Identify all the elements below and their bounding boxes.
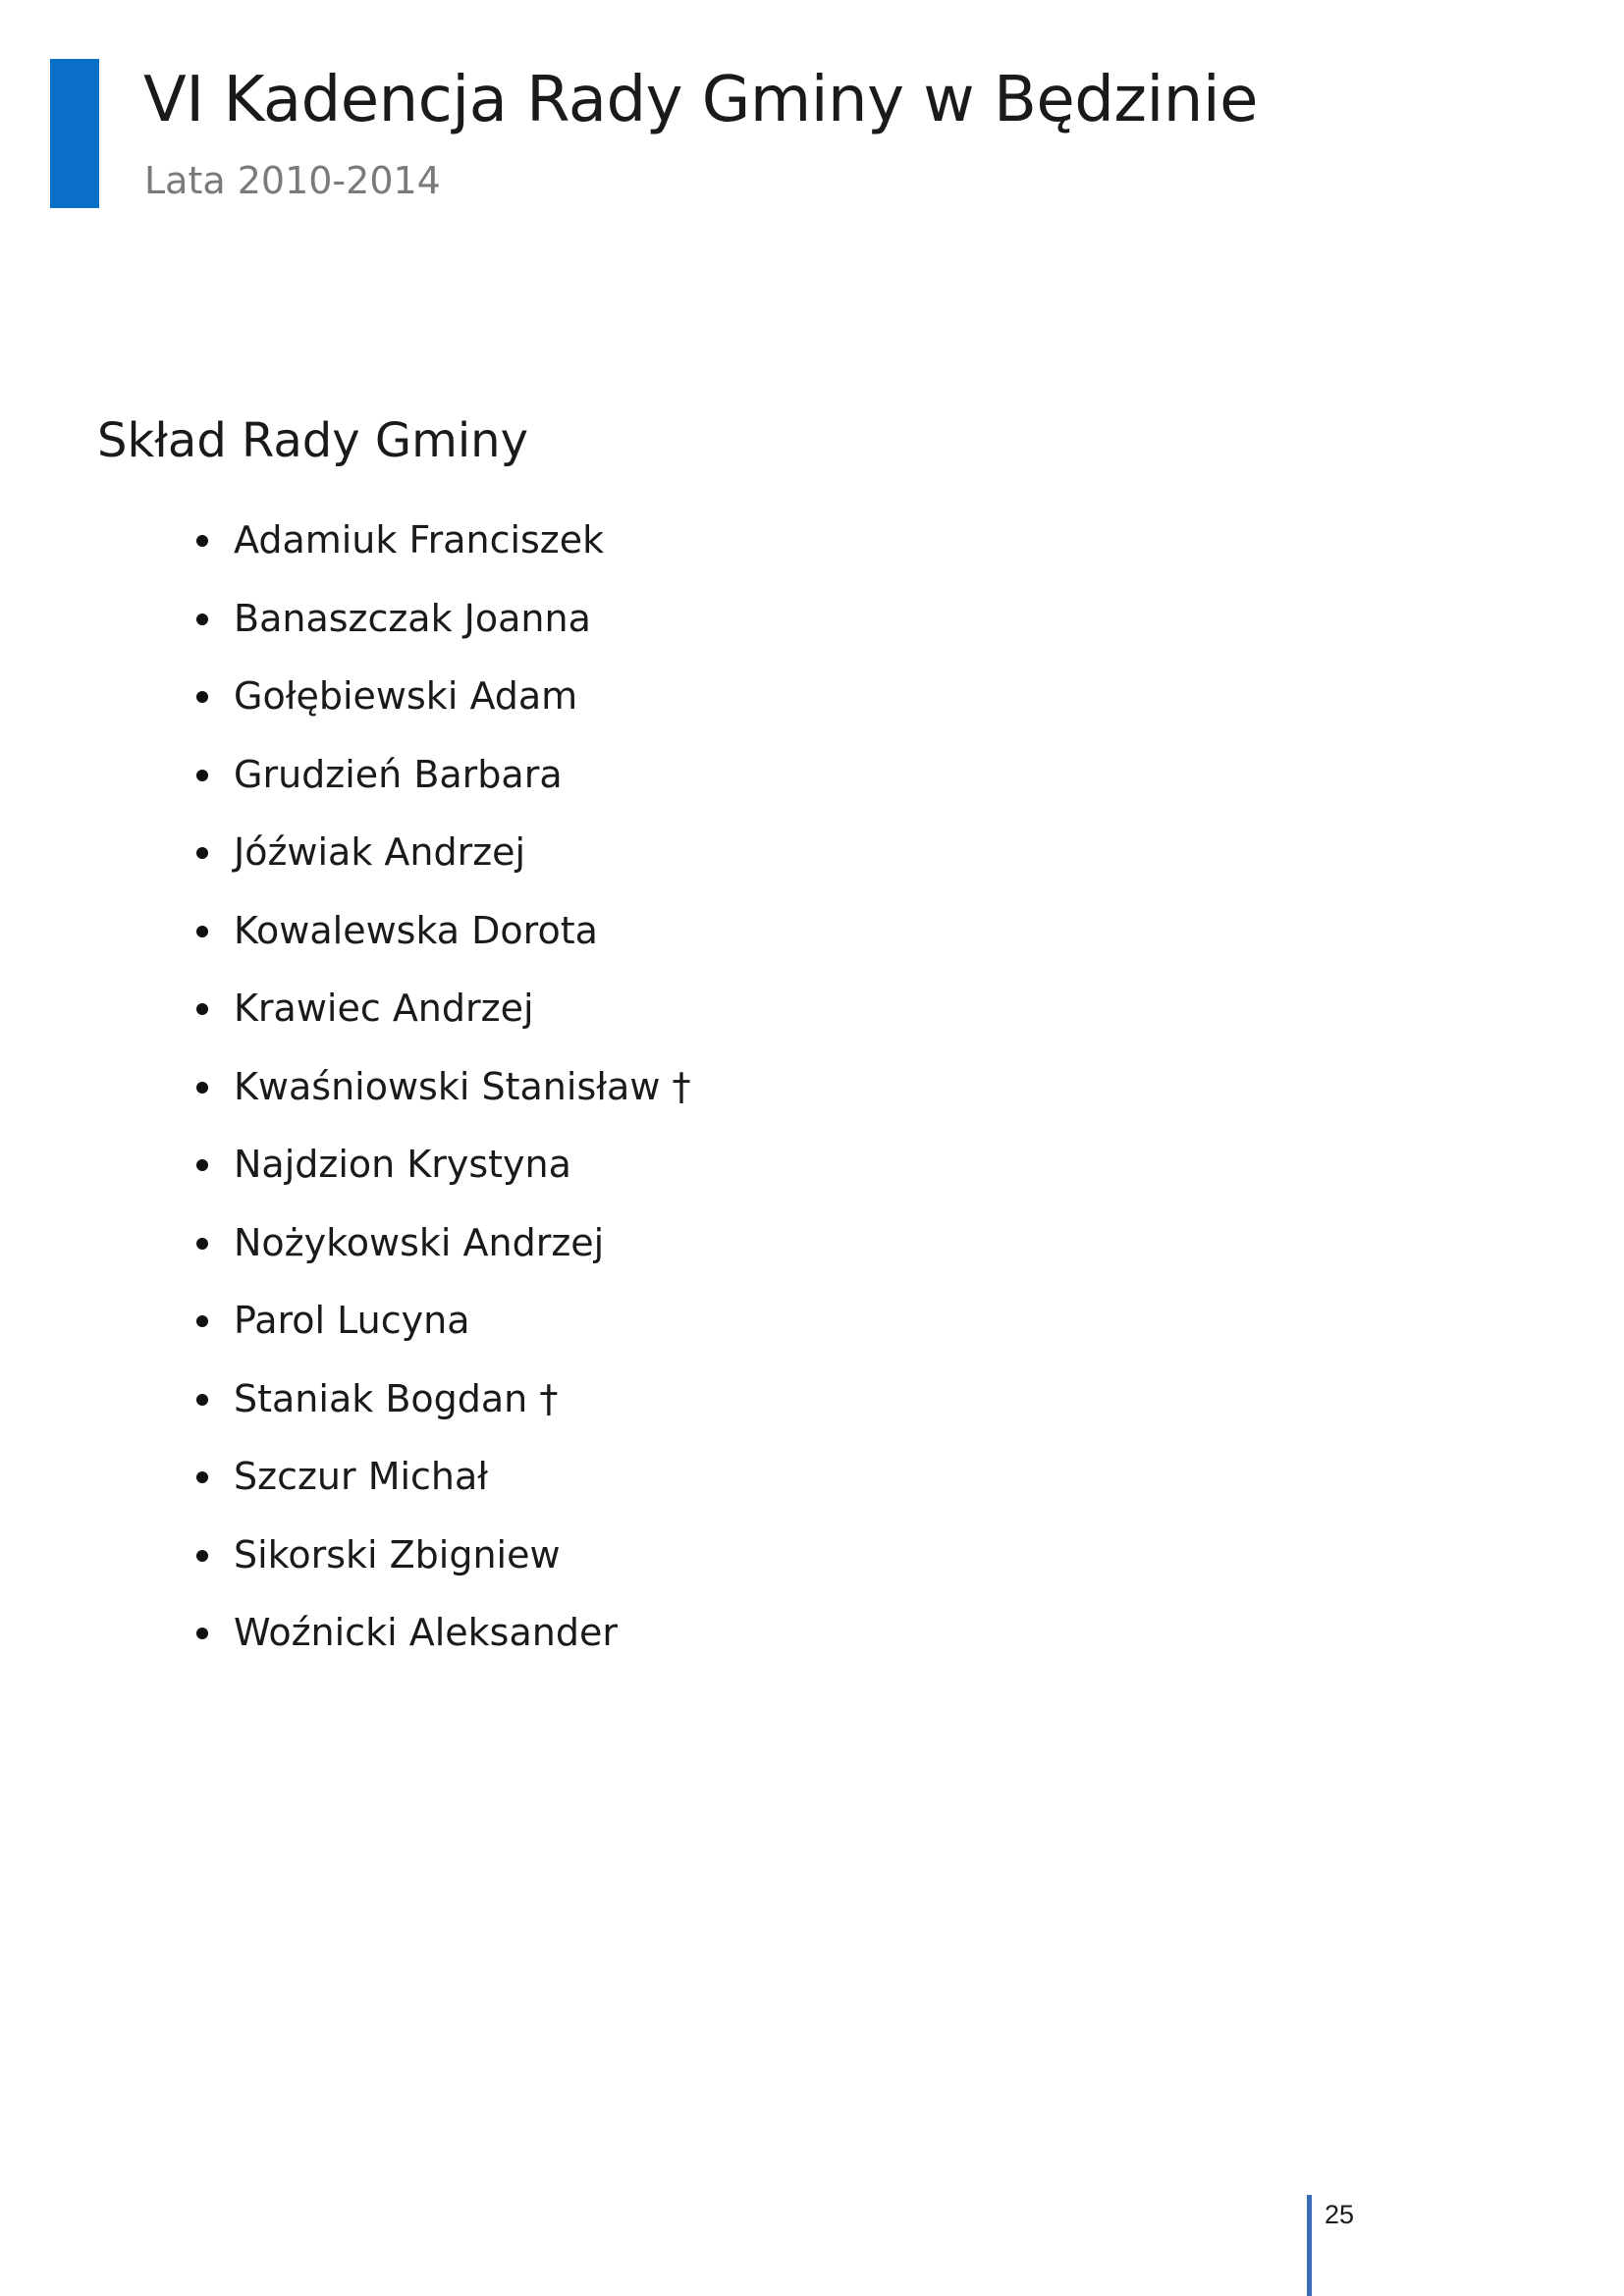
page-subtitle: Lata 2010-2014 — [144, 159, 441, 202]
member-name: Najdzion Krystyna — [234, 1143, 571, 1186]
bullet-icon — [196, 1394, 208, 1406]
list-item — [194, 510, 690, 589]
list-item — [194, 589, 690, 667]
council-member-list — [194, 510, 690, 1682]
page-title: VI Kadencja Rady Gminy w Będzinie — [143, 64, 1258, 136]
member-name: Grudzień Barbara — [234, 752, 563, 796]
member-name: Szczur Michał — [234, 1455, 489, 1498]
member-name: Parol Lucyna — [234, 1299, 470, 1342]
bullet-icon — [196, 1003, 208, 1015]
list-item — [194, 901, 690, 980]
member-name: Sikorski Zbigniew — [234, 1532, 561, 1576]
list-item — [194, 823, 690, 901]
bullet-icon — [196, 1159, 208, 1171]
list-item — [194, 1135, 690, 1213]
title-accent-bar — [50, 59, 99, 208]
bullet-icon — [196, 847, 208, 859]
list-item — [194, 667, 690, 745]
member-name: Adamiuk Franciszek — [234, 518, 605, 561]
list-item — [194, 1447, 690, 1525]
member-name: Krawiec Andrzej — [234, 987, 534, 1030]
section-heading: Skład Rady Gminy — [97, 413, 529, 468]
member-name: Kwaśniowski Stanisław † — [234, 1064, 691, 1108]
member-name: Kowalewska Dorota — [234, 908, 598, 952]
member-name: Banaszczak Joanna — [234, 596, 591, 640]
list-item — [194, 1369, 690, 1448]
bullet-icon — [196, 1082, 208, 1094]
bullet-icon — [196, 614, 208, 625]
list-item — [194, 1525, 690, 1604]
page-number-rule — [1307, 2195, 1312, 2296]
bullet-icon — [196, 926, 208, 937]
bullet-icon — [196, 1471, 208, 1483]
bullet-icon — [196, 1628, 208, 1639]
bullet-icon — [196, 1550, 208, 1562]
bullet-icon — [196, 691, 208, 703]
page-number: 25 — [1325, 2200, 1355, 2229]
bullet-icon — [196, 1315, 208, 1327]
member-name: Nożykowski Andrzej — [234, 1220, 605, 1264]
list-item — [194, 979, 690, 1057]
member-name: Staniak Bogdan † — [234, 1376, 559, 1420]
bullet-icon — [196, 1238, 208, 1250]
list-item — [194, 1291, 690, 1369]
member-name: Gołębiewski Adam — [234, 674, 578, 718]
list-item — [194, 1213, 690, 1292]
member-name: Jóźwiak Andrzej — [234, 830, 526, 874]
list-item — [194, 745, 690, 824]
bullet-icon — [196, 770, 208, 781]
member-name: Woźnicki Aleksander — [234, 1611, 618, 1654]
list-item — [194, 1603, 690, 1682]
list-item — [194, 1057, 690, 1136]
bullet-icon — [196, 535, 208, 547]
